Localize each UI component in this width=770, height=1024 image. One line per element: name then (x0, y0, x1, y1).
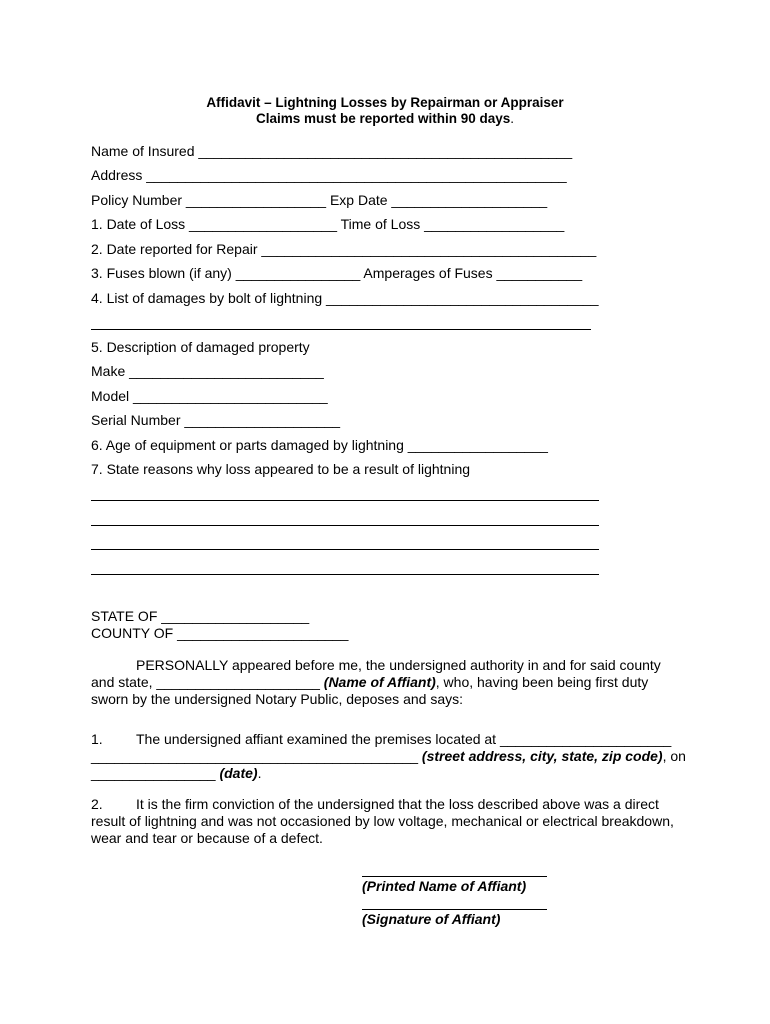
personally-appeared-paragraph (91, 657, 691, 708)
paragraph-text: , on (662, 748, 686, 764)
fuses-blown-field[interactable]: 3. Fuses blown (if any) ________________ Amperages of Fuses ___________ (91, 265, 583, 281)
reasons-line[interactable] (91, 549, 599, 550)
paragraph-line (91, 765, 691, 782)
reasons-heading: 7. State reasons why loss appeared to be a result of lightning (91, 461, 471, 477)
model-field[interactable]: Model _________________________ (91, 388, 328, 404)
item-number: 1. (91, 731, 103, 747)
state-of-field[interactable]: STATE OF ___________________ (91, 608, 310, 624)
signature-label: (Signature of Affiant) (362, 911, 501, 927)
subtitle-period: . (510, 111, 515, 126)
subtitle-text: Claims must be reported within 90 days (255, 111, 511, 126)
damages-continuation-line[interactable] (91, 329, 591, 330)
premises-field[interactable]: The undersigned affiant examined the premises located at ______________________ (136, 731, 672, 747)
paragraph-line (91, 731, 691, 748)
reasons-line[interactable] (91, 500, 599, 501)
policy-number-field[interactable]: Policy Number __________________ Exp Date ____________________ (91, 192, 548, 208)
date-label: (date) (219, 765, 258, 781)
paragraph-line (91, 748, 691, 765)
paragraph-text: It is the firm conviction of the undersigned that the loss described above was a direct (136, 796, 659, 812)
paragraph-line (91, 657, 691, 674)
street-address-label: (street address, city, state, zip code) (421, 748, 663, 764)
paragraph-line (91, 674, 691, 691)
reasons-line[interactable] (91, 525, 599, 526)
paragraph-line: sworn by the undersigned Notary Public, deposes and says: (91, 691, 463, 707)
item-2-paragraph (91, 796, 691, 847)
name-of-affiant-blank[interactable]: and state, _____________________ (91, 674, 324, 690)
list-of-damages-field[interactable]: 4. List of damages by bolt of lightning ___________________________________ (91, 290, 599, 306)
age-of-equipment-field[interactable]: 6. Age of equipment or parts damaged by lightning __________________ (91, 437, 548, 453)
date-of-loss-field[interactable]: 1. Date of Loss ___________________ Time of Loss __________________ (91, 216, 565, 232)
street-address-blank[interactable]: __________________________________________ (91, 748, 422, 764)
paragraph-text: . (257, 765, 262, 781)
serial-number-field[interactable]: Serial Number ____________________ (91, 412, 341, 428)
name-of-affiant-label: (Name of Affiant) (323, 674, 436, 690)
paragraph-line (91, 796, 691, 813)
paragraph-line: wear and tear or because of a defect. (91, 830, 323, 846)
printed-name-label: (Printed Name of Affiant) (362, 878, 527, 894)
paragraph-line: result of lightning and was not occasioned by low voltage, mechanical or electrical breakdown, (91, 813, 674, 829)
document-title: Affidavit – Lightning Losses by Repairman or Appraiser (206, 95, 564, 110)
county-of-field[interactable]: COUNTY OF ______________________ (91, 625, 349, 641)
date-reported-field[interactable]: 2. Date reported for Repair ___________________________________________ (91, 241, 597, 257)
name-of-insured-field[interactable]: Name of Insured ________________________________________________ (91, 143, 573, 159)
description-heading: 5. Description of damaged property (91, 339, 310, 355)
address-field[interactable]: Address ______________________________________________________ (91, 167, 567, 183)
paragraph-text: , who, having been being first duty (435, 674, 649, 690)
make-field[interactable]: Make _________________________ (91, 363, 324, 379)
item-number: 2. (91, 796, 103, 812)
paragraph-text: PERSONALLY appeared before me, the undersigned authority in and for said county (136, 657, 661, 673)
item-1-paragraph (91, 731, 691, 782)
date-blank[interactable]: ________________ (91, 765, 220, 781)
document-subtitle (0, 110, 770, 127)
reasons-line[interactable] (91, 574, 599, 575)
